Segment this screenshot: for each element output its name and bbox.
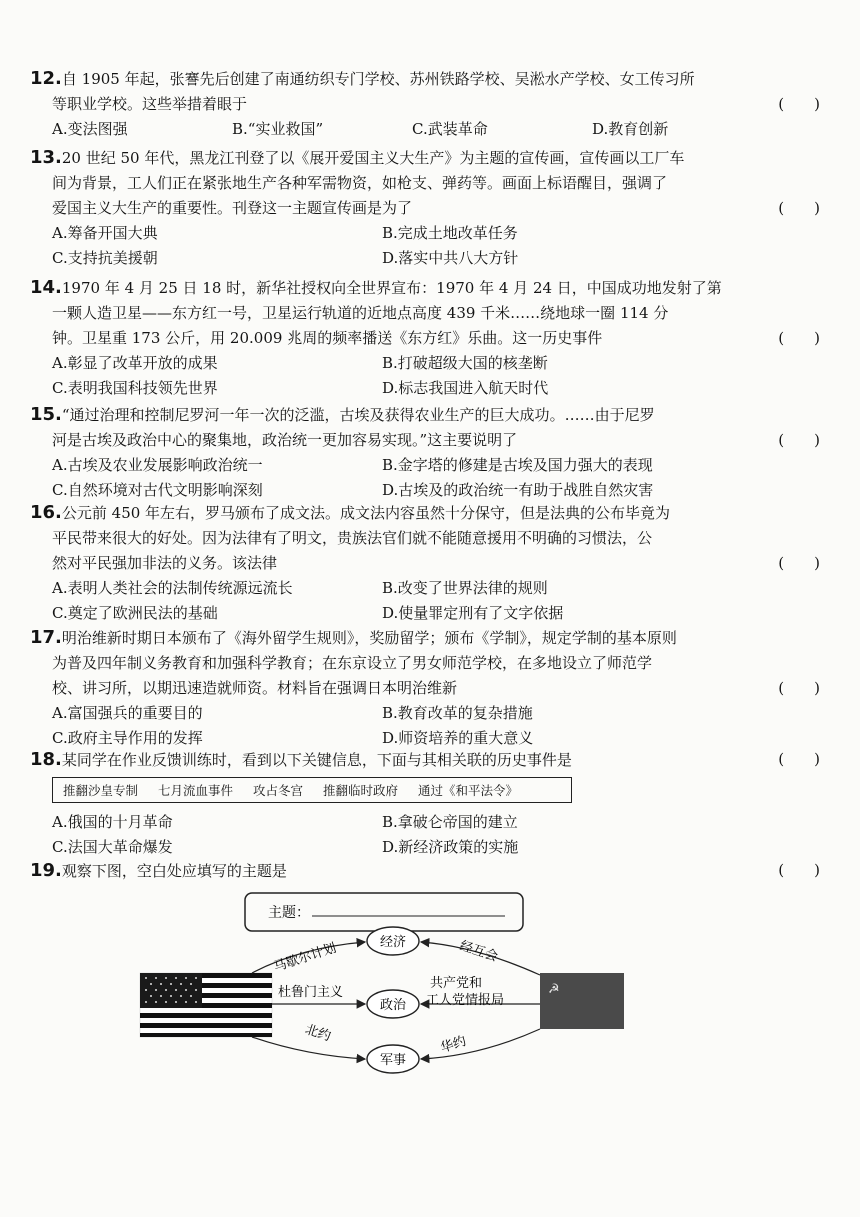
- question-13: [30, 145, 830, 271]
- answer-blank[interactable]: ( ): [778, 95, 820, 113]
- question-stem-line: 观察下图，空白处应填写的主题是: [61, 862, 287, 880]
- question-14: [30, 275, 830, 401]
- theme-label: 主题：: [268, 905, 310, 921]
- question-stem-line: 校、讲习所，以期迅速造就师资。材料旨在强调日本明治维新: [52, 679, 458, 697]
- label-warsaw-pact: 华约: [438, 1033, 469, 1057]
- answer-blank[interactable]: ( ): [778, 431, 820, 449]
- question-number: 16.: [30, 502, 62, 523]
- question-number: 19.: [30, 860, 62, 881]
- question-stem-line: 河是古埃及政治中心的聚集地，政治统一更加容易实现。”这主要说明了: [52, 431, 518, 449]
- question-18: [30, 747, 830, 773]
- option-b[interactable]: B.改变了世界法律的规则: [382, 579, 548, 597]
- options: [52, 810, 830, 860]
- keyword: 七月流血事件: [158, 783, 234, 798]
- arrow-us-military: [252, 1037, 365, 1059]
- question-stem-line: 爱国主义大生产的重要性。刊登这一主题宣传画是为了: [52, 199, 413, 217]
- label-cominform-1: 共产党和: [430, 976, 483, 991]
- option-c[interactable]: C.自然环境对古代文明影响深刻: [52, 481, 263, 499]
- answer-blank[interactable]: ( ): [778, 329, 820, 347]
- svg-text:☭: ☭: [548, 982, 560, 997]
- option-b[interactable]: B.教育改革的复杂措施: [382, 704, 533, 722]
- option-c[interactable]: C.法国大革命爆发: [52, 838, 173, 856]
- question-number: 12.: [30, 68, 62, 89]
- option-a[interactable]: A.变法图强: [52, 120, 128, 138]
- question-number: 13.: [30, 147, 62, 168]
- answer-blank[interactable]: ( ): [778, 199, 820, 217]
- answer-blank[interactable]: ( ): [778, 861, 820, 879]
- option-c[interactable]: C.政府主导作用的发挥: [52, 729, 203, 747]
- question-stem-line: “通过治理和控制尼罗河一年一次的泛滥，古埃及获得农业生产的巨大成功。……由于尼罗: [61, 406, 655, 424]
- question-number: 15.: [30, 404, 62, 425]
- question-stem-line: 明治维新时期日本颁布了《海外留学生规则》，奖励留学；颁布《学制》，规定学制的基本原则: [61, 629, 677, 647]
- question-18-options: [30, 810, 830, 860]
- option-a[interactable]: A.古埃及农业发展影响政治统一: [52, 456, 263, 474]
- option-d[interactable]: D.古埃及的政治统一有助于战胜自然灾害: [382, 481, 654, 499]
- keyword: 推翻沙皇专制: [63, 783, 139, 798]
- option-d[interactable]: D.新经济政策的实施: [382, 838, 519, 856]
- question-number: 18.: [30, 749, 62, 770]
- keyword: 通过《和平法令》: [418, 783, 519, 798]
- military-node-label: 军事: [379, 1053, 407, 1068]
- option-d[interactable]: D.使量罪定刑有了文字依据: [382, 604, 564, 622]
- question-stem-line: 等职业学校。这些举措着眼于: [52, 95, 248, 113]
- question-stem-line: 然对平民强加非法的义务。该法律: [52, 554, 278, 572]
- question-stem-line: 某同学在作业反馈训练时，看到以下关键信息，下面与其相关联的历史事件是: [61, 751, 572, 769]
- keyword: 攻占冬宫: [253, 783, 304, 798]
- answer-blank[interactable]: ( ): [778, 679, 820, 697]
- option-b[interactable]: B.“实业救国”: [232, 120, 324, 138]
- question-stem-line: 一颗人造卫星——东方红一号，卫星运行轨道的近地点高度 439 千米……绕地球一圈 114 分: [52, 304, 669, 322]
- option-c[interactable]: C.表明我国科技领先世界: [52, 379, 218, 397]
- question-15: [30, 402, 830, 503]
- question-16: [30, 500, 830, 626]
- option-c[interactable]: C.武装革命: [412, 120, 488, 138]
- label-cominform-2: 工人党情报局: [426, 993, 505, 1008]
- option-d[interactable]: D.标志我国进入航天时代: [382, 379, 549, 397]
- question-number: 17.: [30, 627, 62, 648]
- label-nato: 北约: [303, 1022, 333, 1045]
- question-stem-line: 公元前 450 年左右，罗马颁布了成文法。成文法内容虽然十分保守，但是法典的公布毕竟为: [61, 504, 671, 522]
- option-b[interactable]: B.打破超级大国的核垄断: [382, 354, 548, 372]
- question-stem-line: 为普及四年制义务教育和加强科学教育；在东京设立了男女师范学校，在多地设立了师范学: [52, 654, 653, 672]
- option-d[interactable]: D.落实中共八大方针: [382, 249, 519, 267]
- option-b[interactable]: B.完成土地改革任务: [382, 224, 518, 242]
- us-flag-icon: [140, 973, 272, 1037]
- options: [52, 576, 830, 626]
- options: [52, 117, 830, 142]
- option-d[interactable]: D.教育创新: [592, 120, 669, 138]
- options: [52, 221, 830, 271]
- question-stem-line: 钟。卫星重 173 公斤，用 20.009 兆周的频率播送《东方红》乐曲。这一历史事件: [52, 329, 603, 347]
- option-a[interactable]: A.彰显了改革开放的成果: [52, 354, 218, 372]
- option-d[interactable]: D.师资培养的重大意义: [382, 729, 534, 747]
- option-a[interactable]: A.俄国的十月革命: [52, 813, 173, 831]
- option-a[interactable]: A.筹备开国大典: [52, 224, 158, 242]
- option-b[interactable]: B.拿破仑帝国的建立: [382, 813, 518, 831]
- answer-blank[interactable]: ( ): [778, 554, 820, 572]
- label-marshall-plan: 马歇尔计划: [271, 940, 339, 976]
- question-12: [30, 66, 830, 142]
- label-comecon: 经互会: [457, 938, 500, 966]
- question-stem-line: 间为背景，工人们正在紧张地生产各种军需物资，如枪支、弹药等。画面上标语醒目，强调了: [52, 174, 668, 192]
- cold-war-diagram: [0, 885, 860, 1085]
- label-truman-doctrine: 杜鲁门主义: [278, 985, 344, 1000]
- question-stem-line: 平民带来很大的好处。因为法律有了明文，贵族法官们就不能随意援用不明确的习惯法，公: [52, 529, 653, 547]
- option-c[interactable]: C.奠定了欧洲民法的基础: [52, 604, 218, 622]
- option-c[interactable]: C.支持抗美援朝: [52, 249, 158, 267]
- question-stem-line: 自 1905 年起，张謇先后创建了南通纺织专门学校、苏州铁路学校、吴淞水产学校、女工传习所: [61, 70, 695, 88]
- question-19: [30, 858, 830, 884]
- options: [52, 701, 830, 751]
- options: [52, 453, 830, 503]
- options: [52, 351, 830, 401]
- option-a[interactable]: A.富国强兵的重要目的: [52, 704, 203, 722]
- soviet-flag-icon: [540, 973, 624, 1029]
- question-stem-line: 20 世纪 50 年代，黑龙江刊登了以《展开爱国主义大生产》为主题的宣传画，宣传画以工厂车: [61, 149, 685, 167]
- answer-blank[interactable]: ( ): [778, 750, 820, 768]
- politics-node-label: 政治: [379, 998, 407, 1013]
- keyword: 推翻临时政府: [323, 783, 399, 798]
- option-a[interactable]: A.表明人类社会的法制传统源远流长: [52, 579, 293, 597]
- keyword-box: [52, 777, 572, 803]
- question-number: 14.: [30, 277, 62, 298]
- option-b[interactable]: B.金字塔的修建是古埃及国力强大的表现: [382, 456, 653, 474]
- question-17: [30, 625, 830, 751]
- question-stem-line: 1970 年 4 月 25 日 18 时，新华社授权向全世界宣布：1970 年 4 月 24 日，中国成功地发射了第: [61, 279, 722, 297]
- economy-node-label: 经济: [379, 935, 407, 950]
